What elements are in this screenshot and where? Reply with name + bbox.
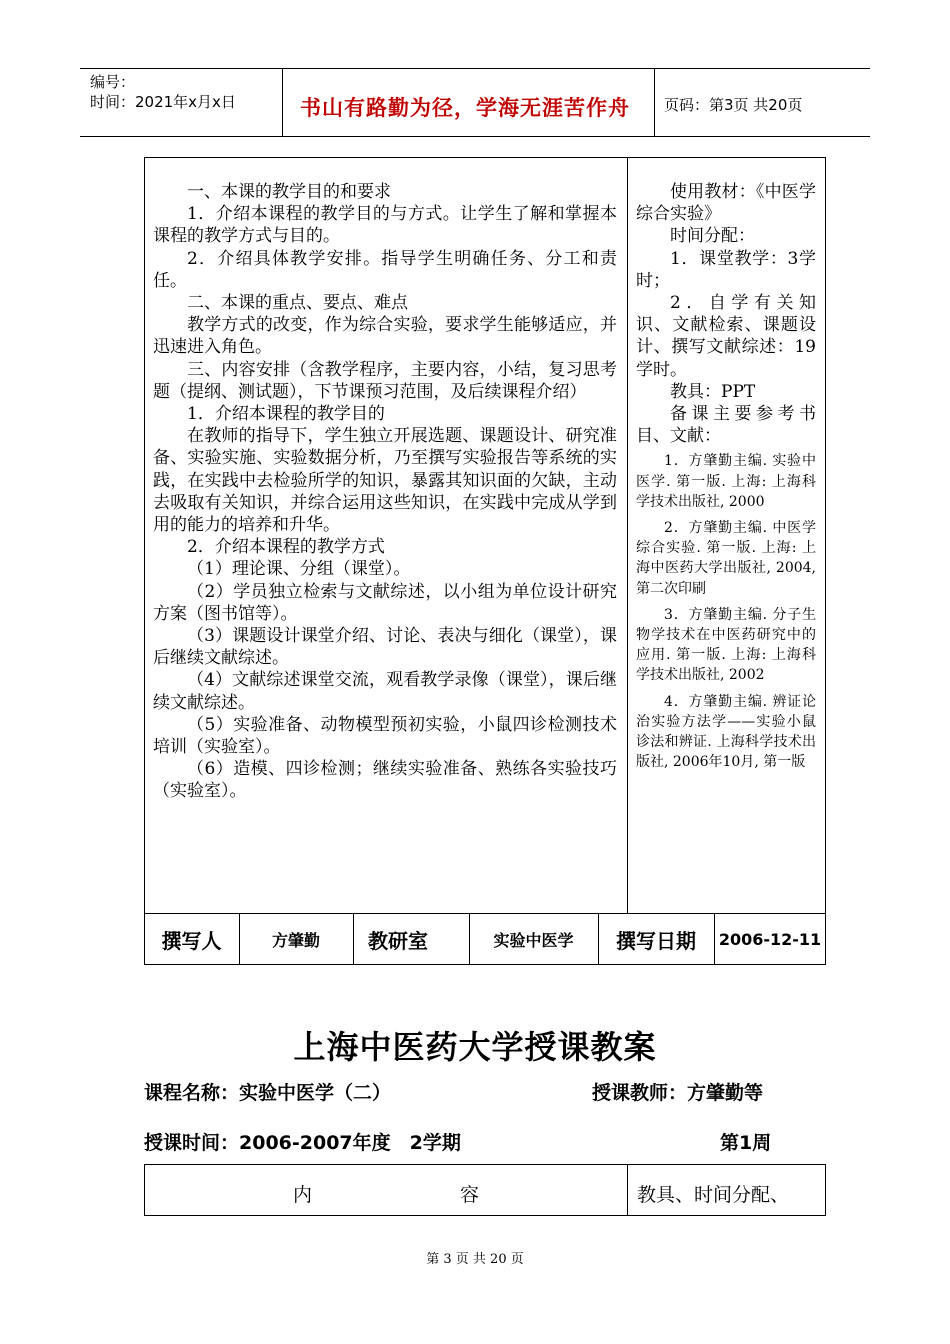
next-table-divider — [627, 1164, 628, 1216]
table-header-content-char2: 容 — [460, 1184, 480, 1206]
write-date-value: 2006-12-11 — [718, 929, 822, 949]
teaching-content-column — [153, 181, 617, 803]
write-date-label: 撰写日期 — [616, 928, 696, 953]
section-heading-objectives: 一、本课的教学目的和要求 — [187, 182, 391, 202]
header-top-rule — [80, 68, 870, 69]
time-allocation-item: 1．课堂教学：3学时； — [636, 248, 816, 291]
time-allocation-item: 2．自学有关知识、文献检索、课题设计、撰写文献综述：19学时。 — [636, 293, 816, 380]
week-number: 第1周 — [720, 1132, 772, 1154]
author-label: 撰写人 — [161, 928, 222, 953]
teaching-time: 授课时间：2006-2007年度 2学期 — [144, 1132, 461, 1154]
reference-item: 3．方肇勤主编. 分子生物学技术在中医药研究中的应用. 第一版. 上海: 上海科学技术出版社, 2002 — [636, 606, 816, 684]
content-paragraph: 2．介绍本课程的教学方式 — [187, 537, 385, 558]
department-label: 教研室 — [368, 928, 428, 953]
content-paragraph: 教学方式的改变，作为综合实验，要求学生能够适应，并迅速进入角色。 — [153, 315, 617, 358]
header-divider-left — [282, 68, 283, 136]
table-header-tools: 教具、时间分配、 — [637, 1184, 790, 1206]
author-value: 方肇勤 — [271, 930, 320, 950]
reference-item: 4．方肇勤主编. 辨证论治实验方法学——实验小鼠诊法和辨证. 上海科学技术出版社, 2006年10月, 第一版 — [636, 693, 816, 771]
content-list-item: （5）实验准备、动物模型预初实验，小鼠四诊检测技术培训（实验室）。 — [153, 714, 617, 758]
content-list-item: （1）理论课、分组（课堂）。 — [187, 559, 411, 580]
content-paragraph: 1．介绍本课程的教学目的与方式。让学生了解和掌握本课程的教学方式与目的。 — [153, 204, 617, 247]
teaching-aids-line: 教具：PPT — [670, 381, 756, 402]
teacher-name: 授课教师：方肇勤等 — [592, 1082, 764, 1104]
content-column-divider — [627, 157, 628, 914]
content-list-item: （3）课题设计课堂介绍、讨论、表决与细化（课堂），课后继续文献综述。 — [153, 626, 617, 669]
section-heading-arrangement: 三、内容安排（含教学程序，主要内容，小结，复习思考题（提纲、测试题），下节课预习范围，及后续课程介绍） — [153, 359, 617, 402]
department-value: 实验中医学 — [493, 930, 574, 950]
header-motto: 书山有路勤为径，学海无涯苦作舟 — [300, 96, 630, 120]
content-paragraph: 1．介绍本课程的教学目的 — [187, 404, 385, 425]
header-divider-right — [654, 68, 655, 136]
header-date-label: 时间：2021年x月x日 — [90, 93, 236, 111]
header-page-info: 页码：第3页 共20页 — [664, 96, 803, 114]
page-footer: 第 3 页 共 20 页 — [426, 1252, 524, 1267]
table-header-content-char1: 内 — [293, 1184, 313, 1206]
header-number-label: 编号： — [90, 73, 136, 91]
time-allocation-label: 时间分配： — [670, 226, 755, 247]
content-paragraph: 在教师的指导下，学生独立开展选题、课题设计、研究准备、实验实施、实验数据分析，乃至撰写实验报告等系统的实践，在实践中去检验所学的知识，暴露其知识面的欠缺，主动去吸取有关知识，并综合运用这些知识，在实践中完成从学到用的能力的培养和升华。 — [153, 426, 617, 536]
content-paragraph: 2．介绍具体教学安排。指导学生明确任务、分工和责任。 — [153, 248, 617, 291]
content-list-item: （6）造模、四诊检测；继续实验准备、熟练各实验技巧（实验室）。 — [153, 759, 617, 802]
content-list-item: （4）文献综述课堂交流，观看教学录像（课堂），课后继续文献综述。 — [153, 670, 617, 713]
lesson-plan-title: 上海中医药大学授课教案 — [293, 1028, 657, 1066]
references-label: 备课主要参考书目、文献： — [636, 404, 816, 447]
textbook-line: 使用教材：《中医学综合实验》 — [636, 182, 816, 225]
header-bottom-rule — [80, 136, 870, 137]
course-name: 课程名称：实验中医学（二） — [144, 1082, 392, 1104]
section-heading-keypoints: 二、本课的重点、要点、难点 — [187, 293, 408, 314]
reference-item: 2．方肇勤主编. 中医学综合实验. 第一版. 上海: 上海中医药大学出版社, 2004, 第二次印刷 — [636, 520, 816, 597]
materials-column — [636, 181, 816, 772]
reference-item: 1．方肇勤主编. 实验中医学. 第一版. 上海: 上海科学技术出版社, 2000 — [636, 453, 816, 510]
content-list-item: （2）学员独立检索与文献综述，以小组为单位设计研究方案（图书馆等）。 — [153, 581, 617, 624]
